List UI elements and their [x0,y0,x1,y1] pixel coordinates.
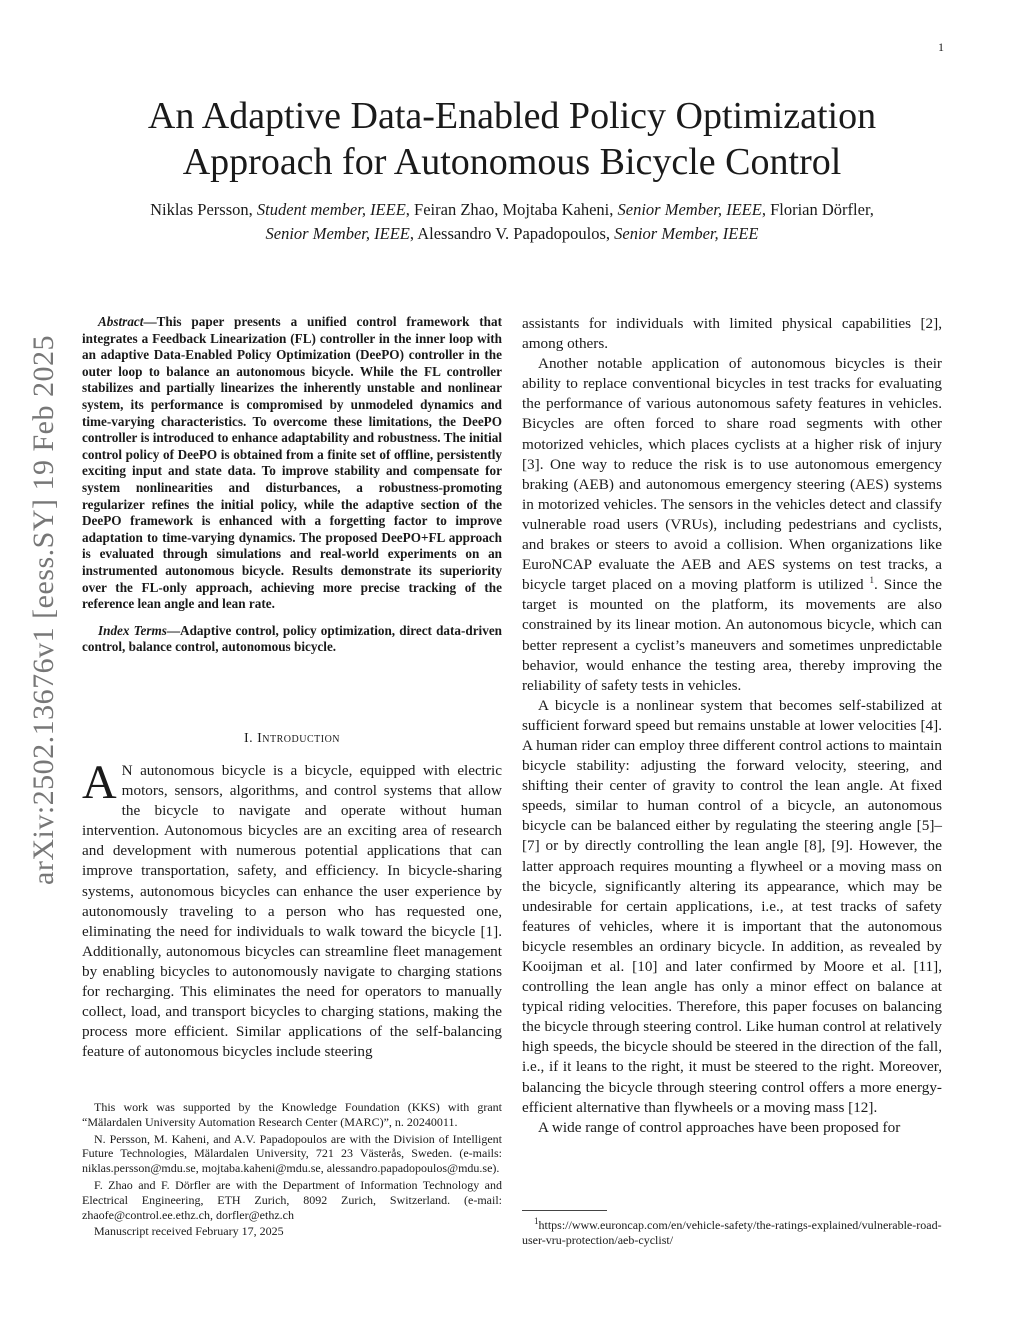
body-paragraph-nonlinear-system: A bicycle is a nonlinear system that becomes self-stabilized at sufficient forward speed but remains unstable at lower velocities [4]. A human rider can employ three different control actions to maintain bicycle stability: adjusting the forward velocity, steering, and shifting their center of gravity to control the lean angle. At fixed speeds, similar to human control of a bicycle, an autonomous bicycle can be balanced either by regulating the steering angle [5]–[7] or by directly controlling the lean angle [8], [9]. However, the latter approach requires mounting a flywheel or a moving mass on the bicycle, significantly altering its appearance, which may be undesirable for certain applications, i.e., at test tracks of safety features of vehicles, where it is important that the autonomous bicycle resembles an ordinary bicycle. In addition, as revealed by Kooijman et al. [10] and later confirmed by Moore et al. [11], controlling the lean angle has only a minor effect on balance at typical riding velocities. Therefore, this paper focuses on balancing the bicycle through steering control. Like human control at relatively high speeds, the bicycle should be steered in the direction of the fall, i.e., if it leans to the right, it must be steered to the right. Moreover, balancing the bicycle through steering control offers a more energy-efficient alternative than flywheels or a moving mass [12]. [522,696,942,1116]
author-membership: Student member, IEEE [256,200,406,219]
author-name: , Florian Dörfler, [761,200,874,219]
paper-title-line-2: Approach for Autonomous Bicycle Control [182,141,842,183]
drop-cap-letter: A [82,756,117,809]
intro-paragraph-text: N autonomous bicycle is a bicycle, equipped with electric motors, sensors, algorithms, and control systems that allow the bicycle to navigate and operate without human intervention. Autonomous bicycles are an exciting area of research and development with numerous potential applications that can improve transportation, safety, and efficiency. In bicycle-sharing systems, autonomous bicycles can enhance the user experience by autonomously traveling to a person who has requested one, eliminating the need for individuals to walk toward the bicycle [1]. Additionally, autonomous bicycles can streamline fleet management by enabling bicycles to autonomously navigate to charging stations for recharging. This eliminates the need for operators to manually collect, load, and transport bicycles to charging stations, making the process more efficient. Similar applications of the self-balancing feature of autonomous bicycles include steering [82,762,502,1061]
paragraph-text: Another notable application of autonomous bicycles is their ability to replace conventional bicycles in test tracks for evaluating the performance of various autonomous safety features in vehicles. Bicycles are often forced to share road segments with other motorized vehicles, which places cyclists at a higher risk of injury [3]. One way to reduce the risk is to use autonomous emergency braking (AEB) and autonomous emergency steering (AES) systems in motorized vehicles. The sensors in the vehicles detect and classify vulnerable road users (VRUs), including pedestrians and cyclists, and brakes or steers to avoid a collision. When organizations like EuroNCAP evaluate the AEB and AES systems on test tracks, a bicycle target placed on a moving platform is utilized [522,355,942,594]
author-membership: Senior Member, IEEE [617,200,762,219]
paper-title [60,93,964,185]
funding-footnote: This work was supported by the Knowledge Foundation (KKS) with grant “Mälardalen University Automation Research Center (MARC)”, n. 20240011. [82,1100,502,1129]
manuscript-received-note: Manuscript received February 17, 2025 [94,1224,284,1239]
footnote-marker: 1 [869,575,875,586]
url-footnote-paragraph [522,1218,942,1248]
author-names: , Feiran Zhao, Mojtaba Kaheni, [405,200,618,219]
abstract-paragraph [82,314,502,613]
paper-title-line-1: An Adaptive Data-Enabled Policy Optimization [147,95,877,137]
index-terms-paragraph [82,623,502,656]
index-terms-dash: — [166,622,181,638]
page-number: 1 [938,40,944,54]
author-list [60,198,964,246]
abstract-text: This paper presents a unified control framework that integrates a Feedback Linearization (FL) controller in the inner loop with an adaptive Data-Enabled Policy Optimization (DeePO) controller in the outer loop to balance an autonomous bicycle. While the FL controller stabilizes and partially linearizes the inherently unstable and nonlinear system, its performance is compromised by unmodeled dynamics and time-varying characteristics. To overcome these limitations, the DeePO controller is introduced to enhance adaptability and robustness. The initial control policy of DeePO is obtained from a finite set of offline, persistently exciting input and state data. To improve stability and compensate for system nonlinearities and disturbances, a robustness-promoting regularizer refines the initial policy, while the adaptive section of the DeePO framework is enhanced with a forgetting factor to improve adaptation to time-varying dynamics. The proposed DeePO+FL approach is evaluated through simulations and real-world experiments on an instrumented autonomous bicycle. Results demonstrate its superiority over the FL-only approach, achieving more precise tracking of the reference lean angle and lean rate. [82,314,502,612]
index-terms-label: Index Terms [98,622,167,638]
abstract-label: Abstract [98,314,144,329]
right-column-body [522,314,942,1138]
author-membership: Senior Member, IEEE [265,224,410,243]
body-paragraph-control-approaches: A wide range of control approaches have been proposed for [538,1118,901,1136]
body-paragraph-continued: assistants for individuals with limited physical capabilities [2], among others. [522,315,942,353]
body-paragraph-test-tracks [522,354,942,696]
author-line-2 [60,222,964,246]
footnote-number: 1 [534,1216,539,1226]
section-heading-introduction: I. Introduction [243,731,341,746]
footnote-url[interactable]: https://www.euroncap.com/en/vehicle-safety/the-ratings-explained/vulnerable-road-user-vru-protection/aeb-cyclist/ [522,1218,942,1247]
introduction-body [82,756,502,1062]
affiliation-footnote-eth: F. Zhao and F. Dörfler are with the Department of Information Technology and Electrical Engineering, ETH Zurich, 8092 Zurich, Switzerland. (e-mail: zhaofe@control.ee.ethz.ch, dorfler@ethz.ch [82,1177,502,1222]
url-footnote [522,1218,942,1248]
author-line-1 [60,198,964,222]
paragraph-text: . Since the target is mounted on the platform, its movements are also constrained by its linear motion. An autonomous bicycle, which can better represent a cyclist’s maneuvers and sometimes unpredictable behavior, would enhance the testing area, thereby improving the reliability of safety tests in vehicles. [522,576,942,694]
footnote-divider [522,1210,607,1211]
abstract-block [82,314,502,656]
abstract-dash: — [143,314,157,329]
index-terms-text: Adaptive control, policy optimization, direct data-driven control, balance control, autonomous bicycle. [82,622,503,655]
affiliation-footnote-mdu: N. Persson, M. Kaheni, and A.V. Papadopoulos are with the Division of Intelligent Future Technologies, Mälardalen University, 721 23 Västerås, Sweden. (e-mails: niklas.persson@mdu.se, mojtaba.kaheni@mdu.se, alessandro.papadopoulos@mdu.se). [82,1131,502,1176]
author-membership: Senior Member, IEEE [614,224,759,243]
author-name: , Alessandro V. Papadopoulos, [409,224,615,243]
author-name: Niklas Persson, [150,200,257,219]
left-footnotes [82,1100,502,1241]
arxiv-identifier-stamp: arXiv:2502.13676v1 [eess.SY] 19 Feb 2025 [27,335,60,885]
intro-paragraph [82,756,502,1062]
